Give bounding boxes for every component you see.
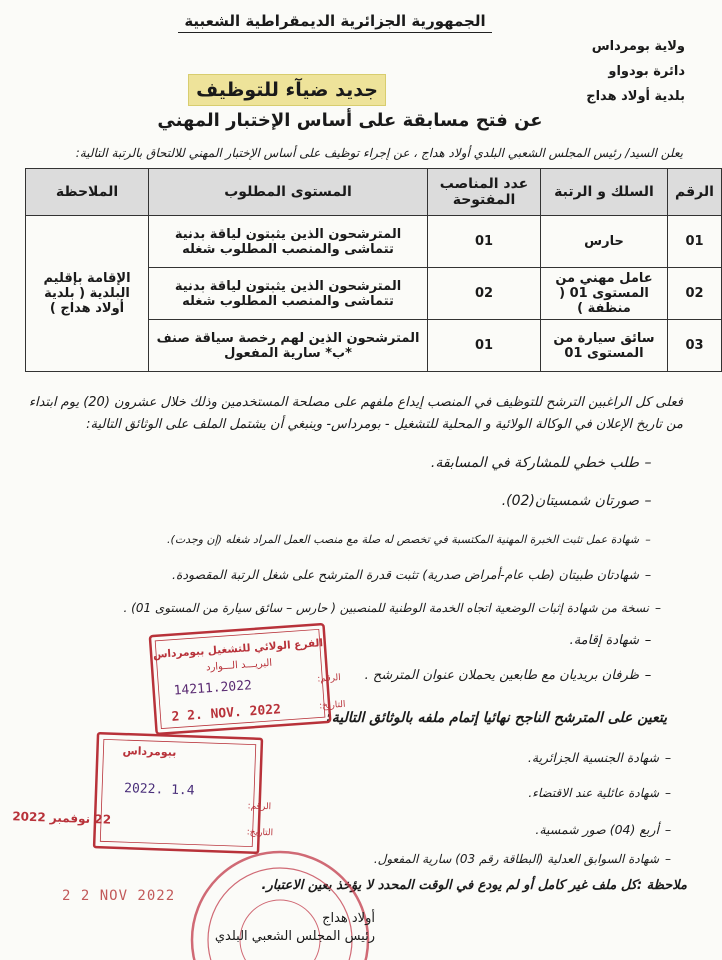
list-item: –نسخة من شهادة إثبات الوضعية اتجاه الخدمة الوطنية للمنصبين ( حارس – سائق سيارة من المستوى 01) . <box>123 601 661 615</box>
republic-header: الجمهورية الجزائرية الديمقراطية الشعبية <box>184 12 486 30</box>
stamp1-line1: الفرع الولائي للتشغيل ببومرداس <box>152 637 324 661</box>
stamp1-line2: البريـــد الـــوارد <box>205 657 273 674</box>
cell-note: الإقامة بإقليم البلدية ( بلدية أولاد هداج ) <box>26 216 149 372</box>
stamp2-date-label: التاريخ: <box>246 827 274 839</box>
signature-title: رئيس المجلس الشعبي البلدي <box>214 929 375 944</box>
commune-line: بلدية أولاد هداج <box>586 89 685 104</box>
note-text: ملاحظة :كل ملف غير كامل أو لم يودع في الوقت المحدد لا يؤخذ بعين الاعتبار. <box>261 878 687 893</box>
header-count: عدد المناصب المفتوحة <box>428 169 541 216</box>
header-grade: السلك و الرتبة <box>541 169 668 216</box>
application-instructions: فعلى كل الراغبين الترشح للتوظيف في المنصب إيداع ملفهم على مصلحة المستخدمين وذلك خلال عشرون (20) يوم ابتداء من تاريخ الإعلان في الوكالة الولائية و المحلية للتشغيل - بومرداس- وينبغي أن يشتمل الملف على الوثائق التالية: <box>28 395 683 432</box>
cell-level: المترشحون الذين لهم رخصة سياقة صنف *ب* سارية المفعول <box>149 320 428 372</box>
stamp1-date-label: التاريخ: <box>318 699 346 712</box>
header-number: الرقم <box>668 169 722 216</box>
list-item: –شهادتان طبيتان (طب عام-أمراض صدرية) تثبت قدرة المترشح على شغل الرتبة المقصودة. <box>171 567 652 582</box>
notice-title: عن فتح مسابقة على أساس الإختبار المهني <box>157 110 543 131</box>
cell-grade: عامل مهني من المستوى 01 ( منظفة ) <box>541 268 668 320</box>
cell-grade: حارس <box>541 216 668 268</box>
stamp2-title: ببومرداس <box>122 744 177 759</box>
cell-number: 01 <box>668 216 722 268</box>
stamp1-number-label: الرقم: <box>316 672 342 685</box>
list-item: –طلب خطي للمشاركة في المسابقة. <box>430 455 652 471</box>
list-item: –شهادة إقامة. <box>569 633 652 648</box>
received-date-stamp: 2 2 NOV 2022 <box>62 888 176 904</box>
incoming-mail-stamp <box>145 622 346 734</box>
cell-level: المترشحون الذين يثبتون لياقة بدنية تتماشى والمنصب المطلوب شغله <box>149 216 428 268</box>
list-item: –ظرفان بريديان مع طابعين يحملان عنوان المترشح . <box>364 668 652 683</box>
cell-number: 03 <box>668 320 722 372</box>
list-item: –صورتان شمسيتان(02). <box>501 493 652 509</box>
header-level: المستوى المطلوب <box>149 169 428 216</box>
cell-count: 01 <box>428 216 541 268</box>
intro-text: يعلن السيد/ رئيس المجلس الشعبي البلدي أولاد هداج ، عن إجراء توظيف على أساس الإختبار المهني للالتحاق بالرتبة التالية: <box>75 146 683 160</box>
promo-banner: جديد ضيآء للتوظيف <box>188 74 386 106</box>
stamp1-date: 2 2. NOV. 2022 <box>171 702 282 725</box>
stamp2-number-label: الرقم: <box>247 801 272 813</box>
cell-number: 02 <box>668 268 722 320</box>
signature-place: أولاد هداج <box>322 911 375 926</box>
cell-count: 01 <box>428 320 541 372</box>
stamp2-number: 2022. 1.4 <box>123 781 195 799</box>
daira-line: دائرة بودواو <box>608 64 685 79</box>
signature-block <box>205 910 375 946</box>
cell-count: 02 <box>428 268 541 320</box>
cell-level: المترشحون الذين يثبتون لياقة بدنية تتماشى والمنصب المطلوب شغله <box>149 268 428 320</box>
list-item: –شهادة الجنسية الجزائرية. <box>527 750 672 765</box>
list-item: –شهادة عمل تثبت الخبرة المهنية المكتسبة في تخصص له صلة مع منصب العمل المراد شغله (إن وجدت). <box>167 533 651 546</box>
list-item: –شهادة عائلية عند الاقتضاء. <box>528 786 671 800</box>
list-item: –شهادة السوابق العدلية (البطاقة رقم 03) سارية المفعول. <box>373 852 671 866</box>
list-item: –أربع (04) صور شمسية. <box>535 822 672 837</box>
stamp2-date: 22 نوفمبر 2022 <box>12 809 112 827</box>
cell-grade: سائق سيارة من المستوى 01 <box>541 320 668 372</box>
header-note: الملاحظة <box>26 169 149 216</box>
stamp1-number: 14211.2022 <box>173 678 253 699</box>
final-documents-heading: يتعين على المترشح الناجح نهائيا إتمام ملفه بالوثائق التالية: <box>326 710 667 726</box>
wilaya-line: ولاية بومرداس <box>591 39 685 54</box>
